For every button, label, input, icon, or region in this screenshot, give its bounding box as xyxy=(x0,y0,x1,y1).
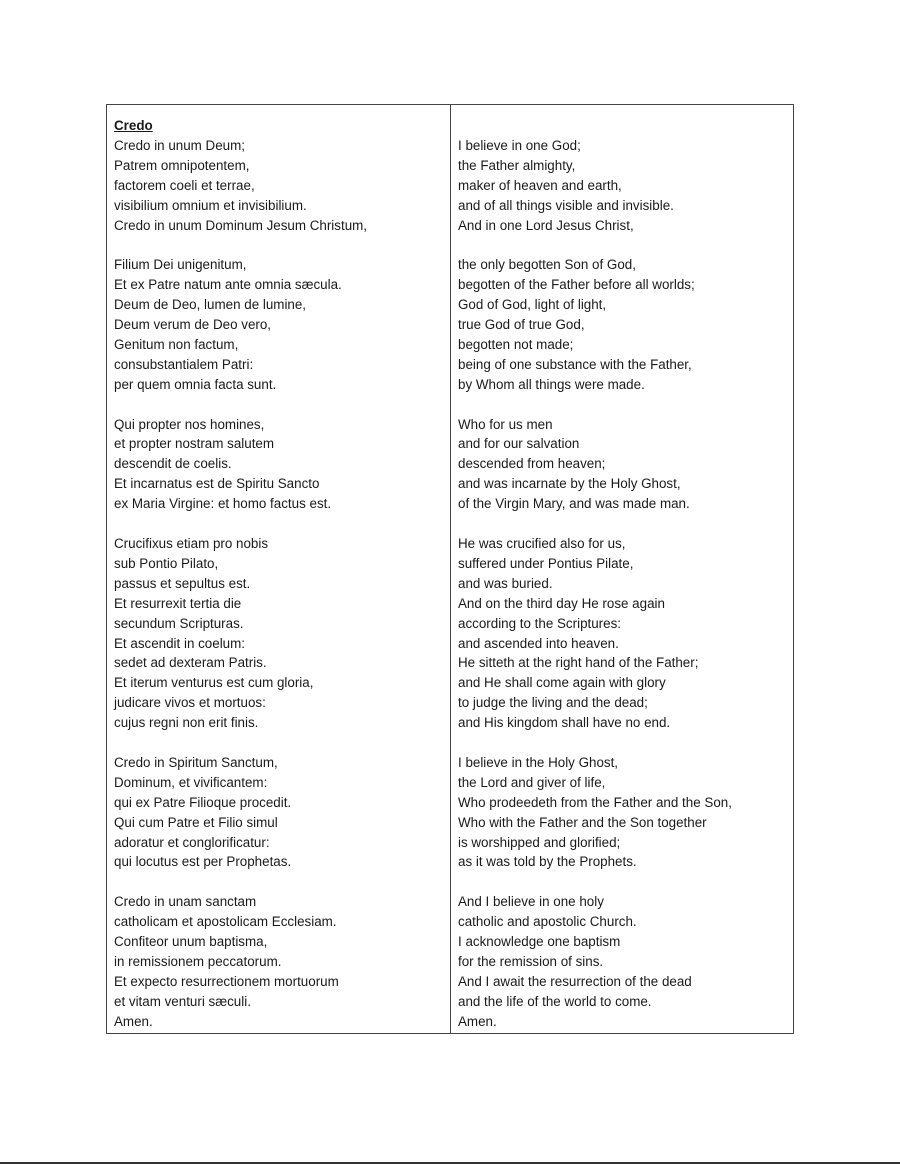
text-line: Credo in unum Deum; xyxy=(114,137,245,153)
text-line: Who for us men xyxy=(458,416,553,432)
text-line: judicare vivos et mortuos: xyxy=(114,695,266,711)
text-line: Deum de Deo, lumen de lumine, xyxy=(114,297,307,313)
text-line: and was incarnate by the Holy Ghost, xyxy=(458,476,681,492)
text-line: catholicam et apostolicam Ecclesiam. xyxy=(114,914,337,930)
text-line: consubstantialem Patri: xyxy=(114,356,254,372)
text-line: Who prodeedeth from the Father and the Son, xyxy=(458,794,732,810)
text-line: et propter nostram salutem xyxy=(114,436,275,452)
text-line: cujus regni non erit finis. xyxy=(114,715,259,731)
text-line: and for our salvation xyxy=(458,436,580,452)
stanza xyxy=(114,534,450,733)
latin-column xyxy=(107,105,451,1033)
text-line: descended from heaven; xyxy=(458,456,606,472)
text-line: suffered under Pontius Pilate, xyxy=(458,555,634,571)
text-line: and ascended into heaven. xyxy=(458,635,619,651)
text-line: per quem omnia facta sunt. xyxy=(114,376,277,392)
text-line: descendit de coelis. xyxy=(114,456,232,472)
text-line: Confiteor unum baptisma, xyxy=(114,934,268,950)
text-line: to judge the living and the dead; xyxy=(458,695,648,711)
text-line: et vitam venturi sæculi. xyxy=(114,993,251,1009)
latin-stanzas xyxy=(114,136,450,1032)
text-line: Et iterum venturus est cum gloria, xyxy=(114,675,314,691)
text-line: Genitum non factum, xyxy=(114,336,239,352)
text-line: Et ex Patre natum ante omnia sæcula. xyxy=(114,277,342,293)
text-line: Et expecto resurrectionem mortuorum xyxy=(114,973,339,989)
text-line: and His kingdom shall have no end. xyxy=(458,715,671,731)
text-line: Crucifixus etiam pro nobis xyxy=(114,535,269,551)
stanza xyxy=(458,136,793,236)
creed-table xyxy=(106,104,794,1034)
text-line: Deum verum de Deo vero, xyxy=(114,317,272,333)
text-line: the Lord and giver of life, xyxy=(458,774,606,790)
text-line: the Father almighty, xyxy=(458,157,576,173)
stanza xyxy=(114,753,450,872)
text-line: Credo in unam sanctam xyxy=(114,894,257,910)
text-line: Who with the Father and the Son together xyxy=(458,814,707,830)
text-line: and was buried. xyxy=(458,575,553,591)
text-line: God of God, light of light, xyxy=(458,297,607,313)
text-line: He was crucified also for us, xyxy=(458,535,626,551)
text-line: being of one substance with the Father, xyxy=(458,356,692,372)
text-line: And I believe in one holy xyxy=(458,894,604,910)
text-line: passus et sepultus est. xyxy=(114,575,251,591)
text-line: Credo in unum Dominum Jesum Christum, xyxy=(114,217,368,233)
text-line: is worshipped and glorified; xyxy=(458,834,621,850)
text-line: qui ex Patre Filioque procedit. xyxy=(114,794,292,810)
text-line: according to the Scriptures: xyxy=(458,615,622,631)
text-line: and He shall come again with glory xyxy=(458,675,666,691)
text-line: He sitteth at the right hand of the Father; xyxy=(458,655,699,671)
stanza xyxy=(458,753,793,872)
text-line: sub Pontio Pilato, xyxy=(114,555,219,571)
text-line: the only begotten Son of God, xyxy=(458,257,636,273)
text-line: and the life of the world to come. xyxy=(458,993,652,1009)
text-line: Qui cum Patre et Filio simul xyxy=(114,814,278,830)
text-line: secundum Scripturas. xyxy=(114,615,244,631)
text-line: in remissionem peccatorum. xyxy=(114,953,282,969)
text-line: for the remission of sins. xyxy=(458,953,604,969)
text-line: Filium Dei unigenitum, xyxy=(114,257,247,273)
text-line: Dominum, et vivificantem: xyxy=(114,774,268,790)
text-line: I believe in the Holy Ghost, xyxy=(458,754,619,770)
stanza xyxy=(458,255,793,394)
text-line: factorem coeli et terrae, xyxy=(114,177,255,193)
text-line: And I await the resurrection of the dead xyxy=(458,973,692,989)
text-line: Et ascendit in coelum: xyxy=(114,635,245,651)
text-line: And in one Lord Jesus Christ, xyxy=(458,217,634,233)
text-line: I believe in one God; xyxy=(458,137,581,153)
text-line: Qui propter nos homines, xyxy=(114,416,265,432)
text-line: true God of true God, xyxy=(458,317,585,333)
stanza xyxy=(114,255,450,394)
text-line: begotten of the Father before all worlds; xyxy=(458,277,695,293)
text-line: and of all things visible and invisible. xyxy=(458,197,674,213)
text-line: adoratur et conglorificatur: xyxy=(114,834,270,850)
stanza xyxy=(114,892,450,1031)
document-title: Credo xyxy=(114,118,153,133)
english-stanzas xyxy=(458,136,793,1032)
text-line: sedet ad dexteram Patris. xyxy=(114,655,267,671)
stanza xyxy=(458,892,793,1031)
text-line: visibilium omnium et invisibilium. xyxy=(114,197,307,213)
text-line: Patrem omnipotentem, xyxy=(114,157,250,173)
stanza xyxy=(114,415,450,515)
text-line: of the Virgin Mary, and was made man. xyxy=(458,496,690,512)
title-spacer xyxy=(458,116,793,136)
text-line: Amen. xyxy=(458,1013,497,1029)
text-line: by Whom all things were made. xyxy=(458,376,645,392)
text-line: And on the third day He rose again xyxy=(458,595,665,611)
text-line: begotten not made; xyxy=(458,336,574,352)
text-line: Amen. xyxy=(114,1013,153,1029)
text-line: I acknowledge one baptism xyxy=(458,934,621,950)
text-line: Et incarnatus est de Spiritu Sancto xyxy=(114,476,320,492)
english-column xyxy=(451,105,793,1033)
text-line: Et resurrexit tertia die xyxy=(114,595,242,611)
text-line: ex Maria Virgine: et homo factus est. xyxy=(114,496,332,512)
text-line: Credo in Spiritum Sanctum, xyxy=(114,754,278,770)
text-line: maker of heaven and earth, xyxy=(458,177,622,193)
text-line: as it was told by the Prophets. xyxy=(458,854,637,870)
stanza xyxy=(114,136,450,236)
text-line: catholic and apostolic Church. xyxy=(458,914,637,930)
stanza xyxy=(458,415,793,515)
text-line: qui locutus est per Prophetas. xyxy=(114,854,292,870)
stanza xyxy=(458,534,793,733)
